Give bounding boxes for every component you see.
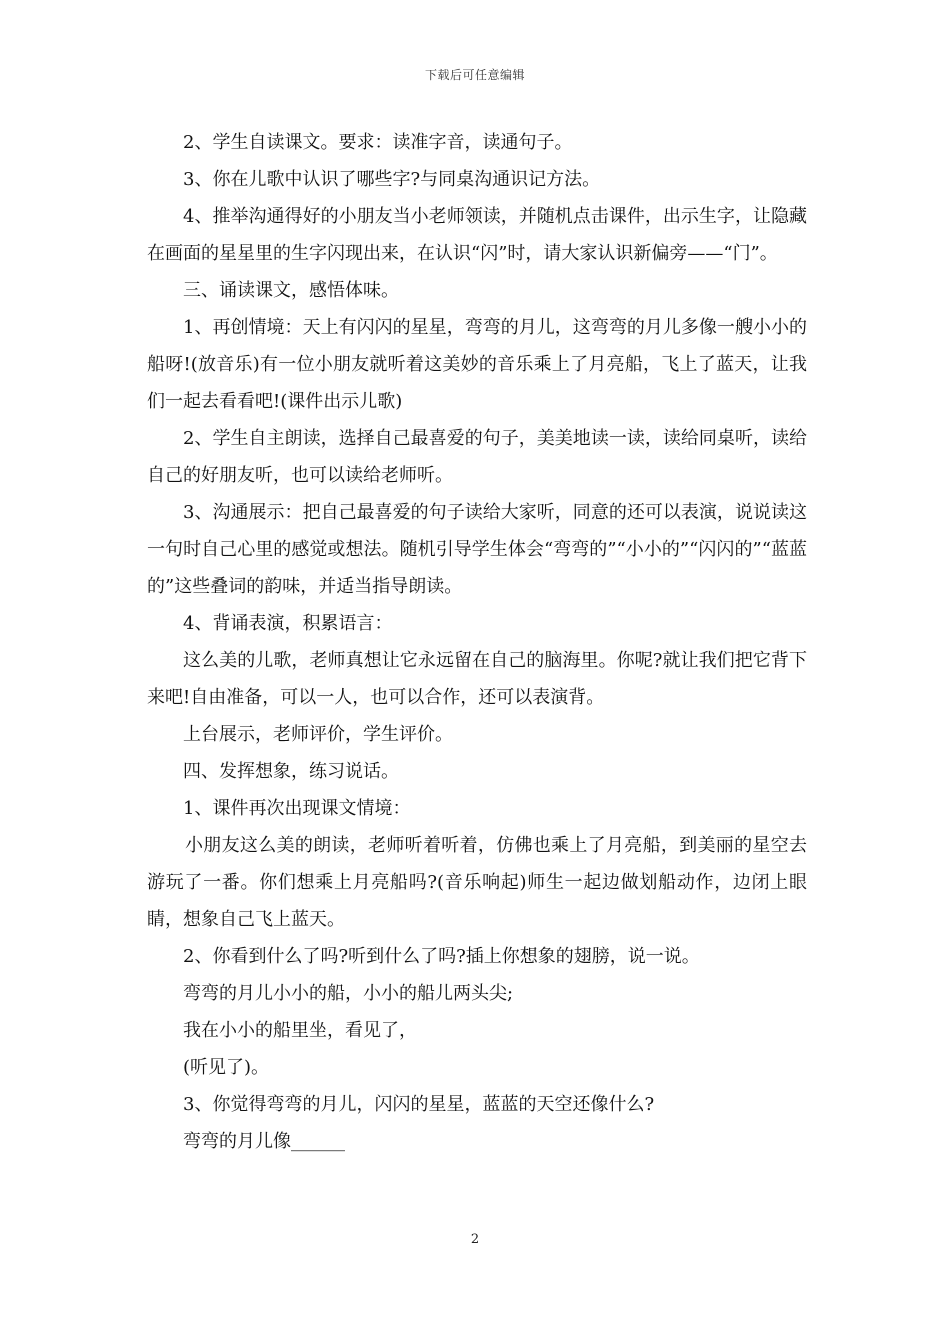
- section-heading: 三、诵读课文，感悟体味。: [183, 280, 399, 301]
- paragraph: 这么美的儿歌，老师真想让它永远留在自己的脑海里。你呢?就让我们把它背下来吧!自由准备，可以一人，也可以合作，还可以表演背。: [147, 650, 807, 708]
- page-number: 2: [470, 1232, 480, 1247]
- paragraph: 上台展示，老师评价，学生评价。: [183, 724, 453, 745]
- paragraph: 1、再创情境：天上有闪闪的星星，弯弯的月儿，这弯弯的月儿多像一艘小小的船呀!(放音乐)有一位小朋友就听着这美妙的音乐乘上了月亮船，飞上了蓝天，让我们一起去看看吧!(课件出示儿歌): [147, 317, 807, 412]
- paragraph: 3、沟通展示：把自己最喜爱的句子读给大家听，同意的还可以表演，说说读这一句时自己心里的感觉或想法。随机引导学生体会“弯弯的”“小小的”“闪闪的”“蓝蓝的”这些叠词的韵味，并适当指导朗读。: [147, 502, 807, 597]
- section-heading: 四、发挥想象，练习说话。: [183, 761, 399, 782]
- paragraph: 2、学生自读课文。要求：读准字音，读通句子。: [183, 132, 573, 153]
- page-header: 下载后可任意编辑: [424, 68, 525, 82]
- paragraph: 4、背诵表演，积累语言：: [183, 613, 393, 634]
- poem-line: (听见了)。: [183, 1057, 270, 1078]
- paragraph: 4、推举沟通得好的小朋友当小老师领读，并随机点击课件，出示生字，让隐藏在画面的星星里的生字闪现出来，在认识“闪”时，请大家认识新偏旁——“门”。: [147, 206, 807, 264]
- fill-in-blank-line: 弯弯的月儿像______: [183, 1131, 345, 1152]
- document-body: [147, 124, 807, 1160]
- paragraph: 2、学生自主朗读，选择自己最喜爱的句子，美美地读一读，读给同桌听，读给自己的好朋友听，也可以读给老师听。: [147, 428, 807, 486]
- paragraph: 3、你在儿歌中认识了哪些字?与同桌沟通识记方法。: [183, 169, 601, 190]
- paragraph: 1、课件再次出现课文情境：: [183, 798, 411, 819]
- paragraph: 2、你看到什么了吗?听到什么了吗?插上你想象的翅膀，说一说。: [183, 946, 700, 967]
- paragraph: 3、你觉得弯弯的月儿，闪闪的星星，蓝蓝的天空还像什么?: [183, 1094, 655, 1115]
- poem-line: 我在小小的船里坐，看见了，: [183, 1020, 417, 1041]
- paragraph: 小朋友这么美的朗读，老师听着听着，仿佛也乘上了月亮船，到美丽的星空去游玩了一番。你们想乘上月亮船吗?(音乐响起)师生一起边做划船动作，边闭上眼睛，想象自己飞上蓝天。: [147, 835, 807, 930]
- poem-line: 弯弯的月儿小小的船，小小的船儿两头尖;: [183, 983, 514, 1004]
